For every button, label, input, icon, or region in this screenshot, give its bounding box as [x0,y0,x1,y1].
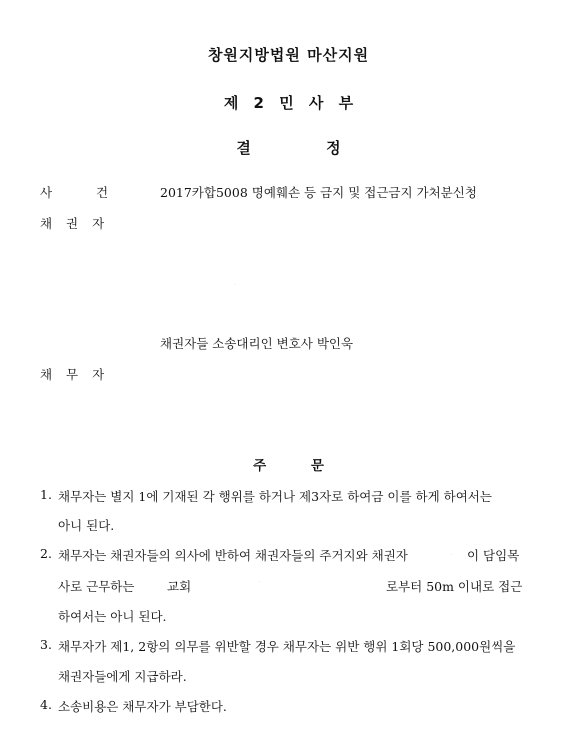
redaction-mark: . [450,548,453,557]
item-number: 4. [40,697,52,712]
item-line: 소송비용은 채무자가 부담한다. [58,699,227,714]
item-number: 3. [40,637,52,652]
item-number: 2. [40,546,52,561]
item-line: 로부터 50m 이내로 접근 [386,579,523,594]
item-line: 하여서는 아니 된다. [58,609,167,624]
redaction-mark: . [234,278,237,287]
redaction-mark: . [258,575,261,584]
item-line: 채무자는 채권자들의 의사에 반하여 채권자들의 주거지와 채권자 [58,548,408,563]
item-line: 채무자는 별지 1에 기재된 각 행위를 하거나 제3자로 하여금 이를 하게 하여서는 [58,489,492,504]
item-line: 사로 근무하는 [58,579,135,594]
document-title: 결 정 [236,139,341,157]
item-line: 교회 [167,579,192,594]
item-line: 아니 된다. [58,518,115,533]
court-name: 창원지방법원 마산지원 [207,46,370,64]
attorney-line: 채권자들 소송대리인 변호사 박인욱 [160,336,354,351]
case-label: 사 건 [40,185,109,200]
division-name: 제 2 민 사 부 [223,94,354,112]
case-value: 2017카합5008 명예훼손 등 금지 및 접근금지 가처분신청 [160,185,477,200]
item-line: 채권자들에게 지급하라. [58,669,187,684]
item-line: 이 담임목 [467,548,520,563]
judgment-title: 주 문 [253,458,324,474]
debtor-label: 채 무 자 [40,367,105,382]
creditor-label: 채 권 자 [40,216,105,231]
item-number: 1. [40,487,52,502]
item-line: 채무자가 제1, 2항의 의무를 위반할 경우 채무자는 위반 행위 1회당 500,000원씩을 [58,639,516,654]
